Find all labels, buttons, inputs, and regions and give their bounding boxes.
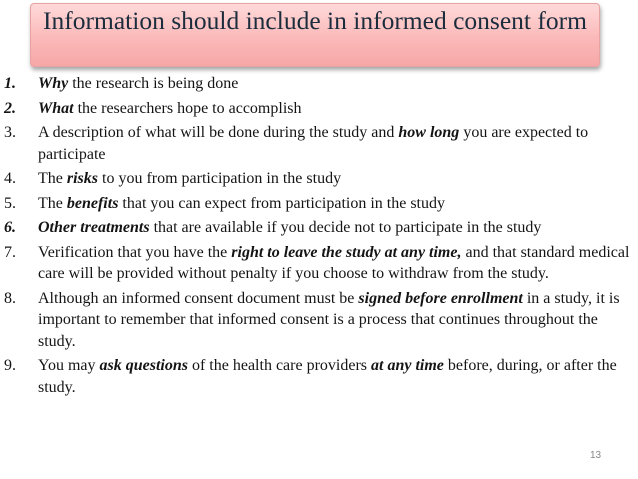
item-text: that you can expect from participation in the study [118, 194, 445, 212]
item-text: A description of what will be done during the study and [38, 124, 399, 141]
item-text: that are available if you decide not to participate in the study [149, 219, 542, 236]
item-text: to you from participation in the study [98, 170, 342, 187]
consent-info-list [4, 73, 634, 401]
item-text: the research is being done [68, 75, 239, 92]
item-emphasis: Why [38, 75, 69, 92]
list-item [4, 73, 634, 95]
item-emphasis: right to leave the study at any time, [231, 243, 462, 261]
list-item [4, 98, 634, 120]
item-text: The [38, 194, 67, 212]
item-number: 8. [4, 289, 16, 307]
item-emphasis: ask questions [99, 357, 188, 374]
item-text: before, during, or after the study. [38, 357, 617, 396]
list-item [4, 355, 634, 398]
item-text: Verification that you have the [38, 243, 232, 261]
item-text: the researchers hope to accomplish [73, 99, 302, 117]
item-emphasis: at any time [371, 357, 444, 374]
item-text: in a study, it is important to remember that informed consent is a process that continues throughout the study. [38, 289, 620, 350]
slide-title [30, 3, 600, 67]
slide-title-text: Information should include in informed consent form [43, 6, 587, 35]
item-emphasis: signed before enrollment [358, 289, 523, 307]
item-number: 1. [4, 75, 16, 92]
item-number: 9. [4, 357, 16, 374]
list-item [4, 122, 634, 165]
item-text: you are expected to participate [38, 124, 589, 163]
list-item [4, 288, 634, 353]
list-item [4, 168, 634, 190]
item-emphasis: Other treatments [38, 219, 150, 236]
item-emphasis: how long [398, 124, 460, 141]
item-number: 5. [4, 194, 16, 212]
list-item [4, 217, 634, 239]
item-number: 4. [4, 170, 16, 187]
item-number: 3. [4, 124, 16, 141]
item-text: The [38, 170, 67, 187]
item-text: of the health care providers [187, 357, 371, 374]
item-number: 2. [4, 99, 16, 117]
item-text: and that standard medical care will be provided without penalty if you choose to withdraw from the study. [38, 243, 630, 282]
page-number: 13 [590, 450, 602, 461]
item-emphasis: benefits [66, 194, 119, 212]
item-number: 6. [4, 219, 16, 236]
item-text: You may [38, 357, 100, 374]
item-emphasis: What [38, 99, 74, 117]
item-number: 7. [4, 243, 16, 261]
item-emphasis: risks [66, 170, 98, 187]
list-item [4, 242, 634, 285]
item-text: Although an informed consent document must be [38, 289, 359, 307]
list-item [4, 193, 634, 215]
